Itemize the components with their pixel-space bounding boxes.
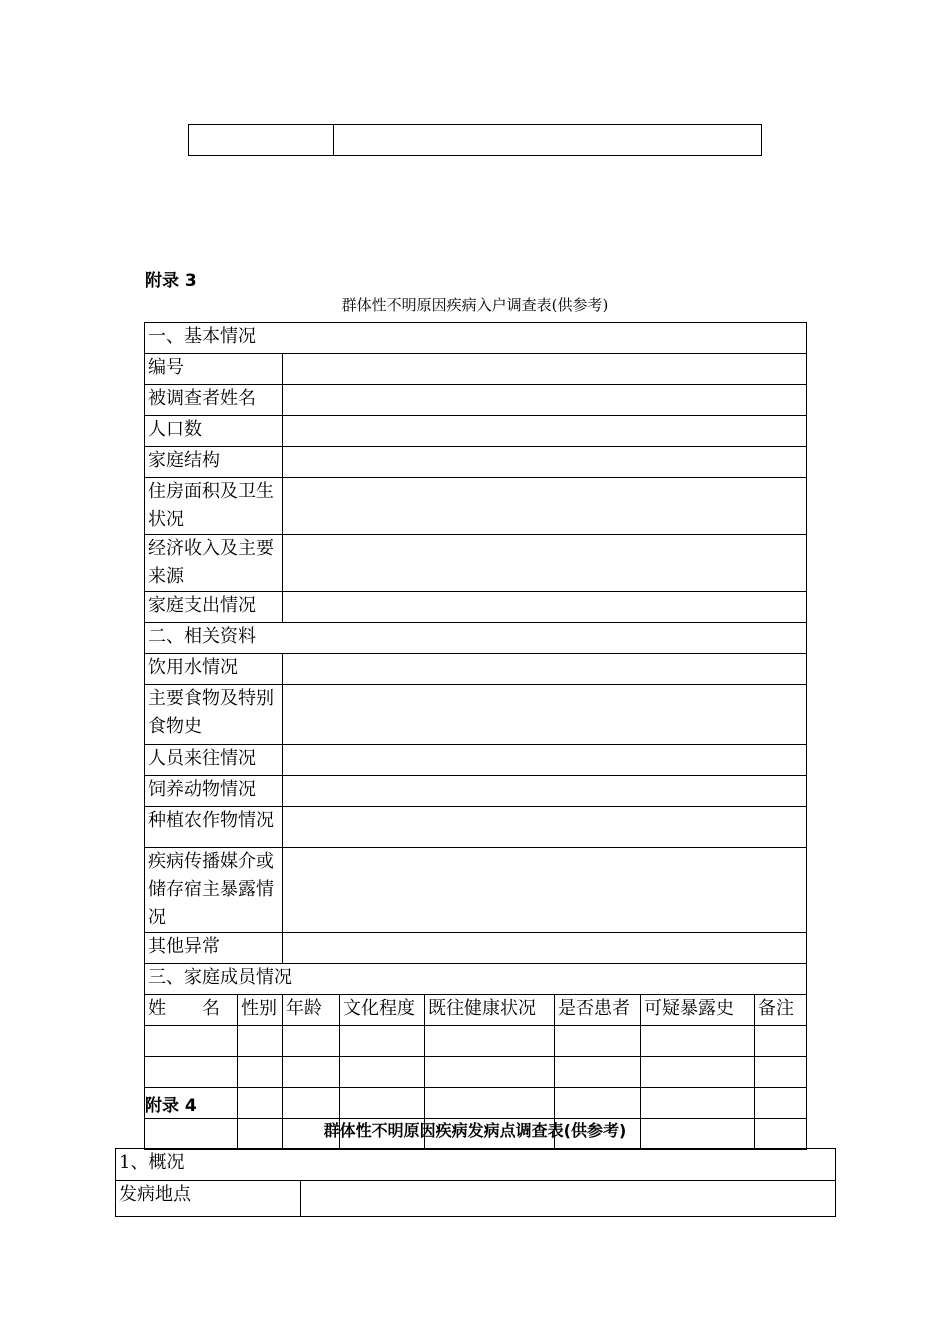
row-label: 种植农作物情况	[145, 807, 283, 848]
row-value	[283, 447, 807, 478]
row-value	[283, 385, 807, 416]
appendix-3-title: 群体性不明原因疾病入户调查表(供参考)	[341, 296, 609, 314]
appendix-3-label: 附录 3	[145, 271, 197, 291]
top-table	[188, 124, 762, 156]
top-table-cell	[334, 125, 762, 156]
row-value	[283, 354, 807, 385]
row-label: 编号	[145, 354, 283, 385]
row-label: 住房面积及卫生状况	[145, 478, 283, 535]
row-label: 疾病传播媒介或储存宿主暴露情况	[145, 848, 283, 933]
section-overview: 1、概况	[116, 1149, 836, 1181]
header-exposure-history: 可疑暴露史	[641, 995, 755, 1026]
section-family-members: 三、家庭成员情况	[145, 964, 807, 995]
row-value	[283, 535, 807, 592]
row-value	[283, 685, 807, 745]
row-label: 家庭结构	[145, 447, 283, 478]
row-label: 经济收入及主要来源	[145, 535, 283, 592]
section-related-info: 二、相关资料	[145, 623, 807, 654]
row-label: 其他异常	[145, 933, 283, 964]
row-label: 主要食物及特别食物史	[145, 685, 283, 745]
row-label: 人员来往情况	[145, 745, 283, 776]
row-value	[283, 478, 807, 535]
section-basic-info: 一、基本情况	[145, 323, 807, 354]
row-value	[283, 933, 807, 964]
row-value	[283, 745, 807, 776]
header-health-history: 既往健康状况	[425, 995, 555, 1026]
row-label: 饮用水情况	[145, 654, 283, 685]
row-value	[283, 848, 807, 933]
row-label: 发病地点	[116, 1181, 301, 1217]
household-survey-table	[144, 322, 807, 1150]
top-table-cell	[189, 125, 334, 156]
row-label: 被调查者姓名	[145, 385, 283, 416]
member-row	[145, 1026, 807, 1057]
row-label: 人口数	[145, 416, 283, 447]
header-education: 文化程度	[340, 995, 425, 1026]
row-value	[283, 592, 807, 623]
row-value	[283, 416, 807, 447]
header-age: 年龄	[283, 995, 340, 1026]
member-row	[145, 1088, 807, 1119]
header-gender: 性别	[238, 995, 283, 1026]
row-value	[283, 776, 807, 807]
member-row	[145, 1057, 807, 1088]
row-label: 饲养动物情况	[145, 776, 283, 807]
header-is-patient: 是否患者	[555, 995, 641, 1026]
row-value	[301, 1181, 836, 1217]
appendix-4-label: 附录 4	[145, 1096, 197, 1116]
row-value	[283, 807, 807, 848]
appendix-4-title: 群体性不明原因疾病发病点调查表(供参考)	[323, 1121, 627, 1140]
row-value	[283, 654, 807, 685]
row-label: 家庭支出情况	[145, 592, 283, 623]
header-notes: 备注	[755, 995, 807, 1026]
outbreak-site-table	[115, 1148, 836, 1217]
header-name: 姓 名	[145, 995, 238, 1026]
